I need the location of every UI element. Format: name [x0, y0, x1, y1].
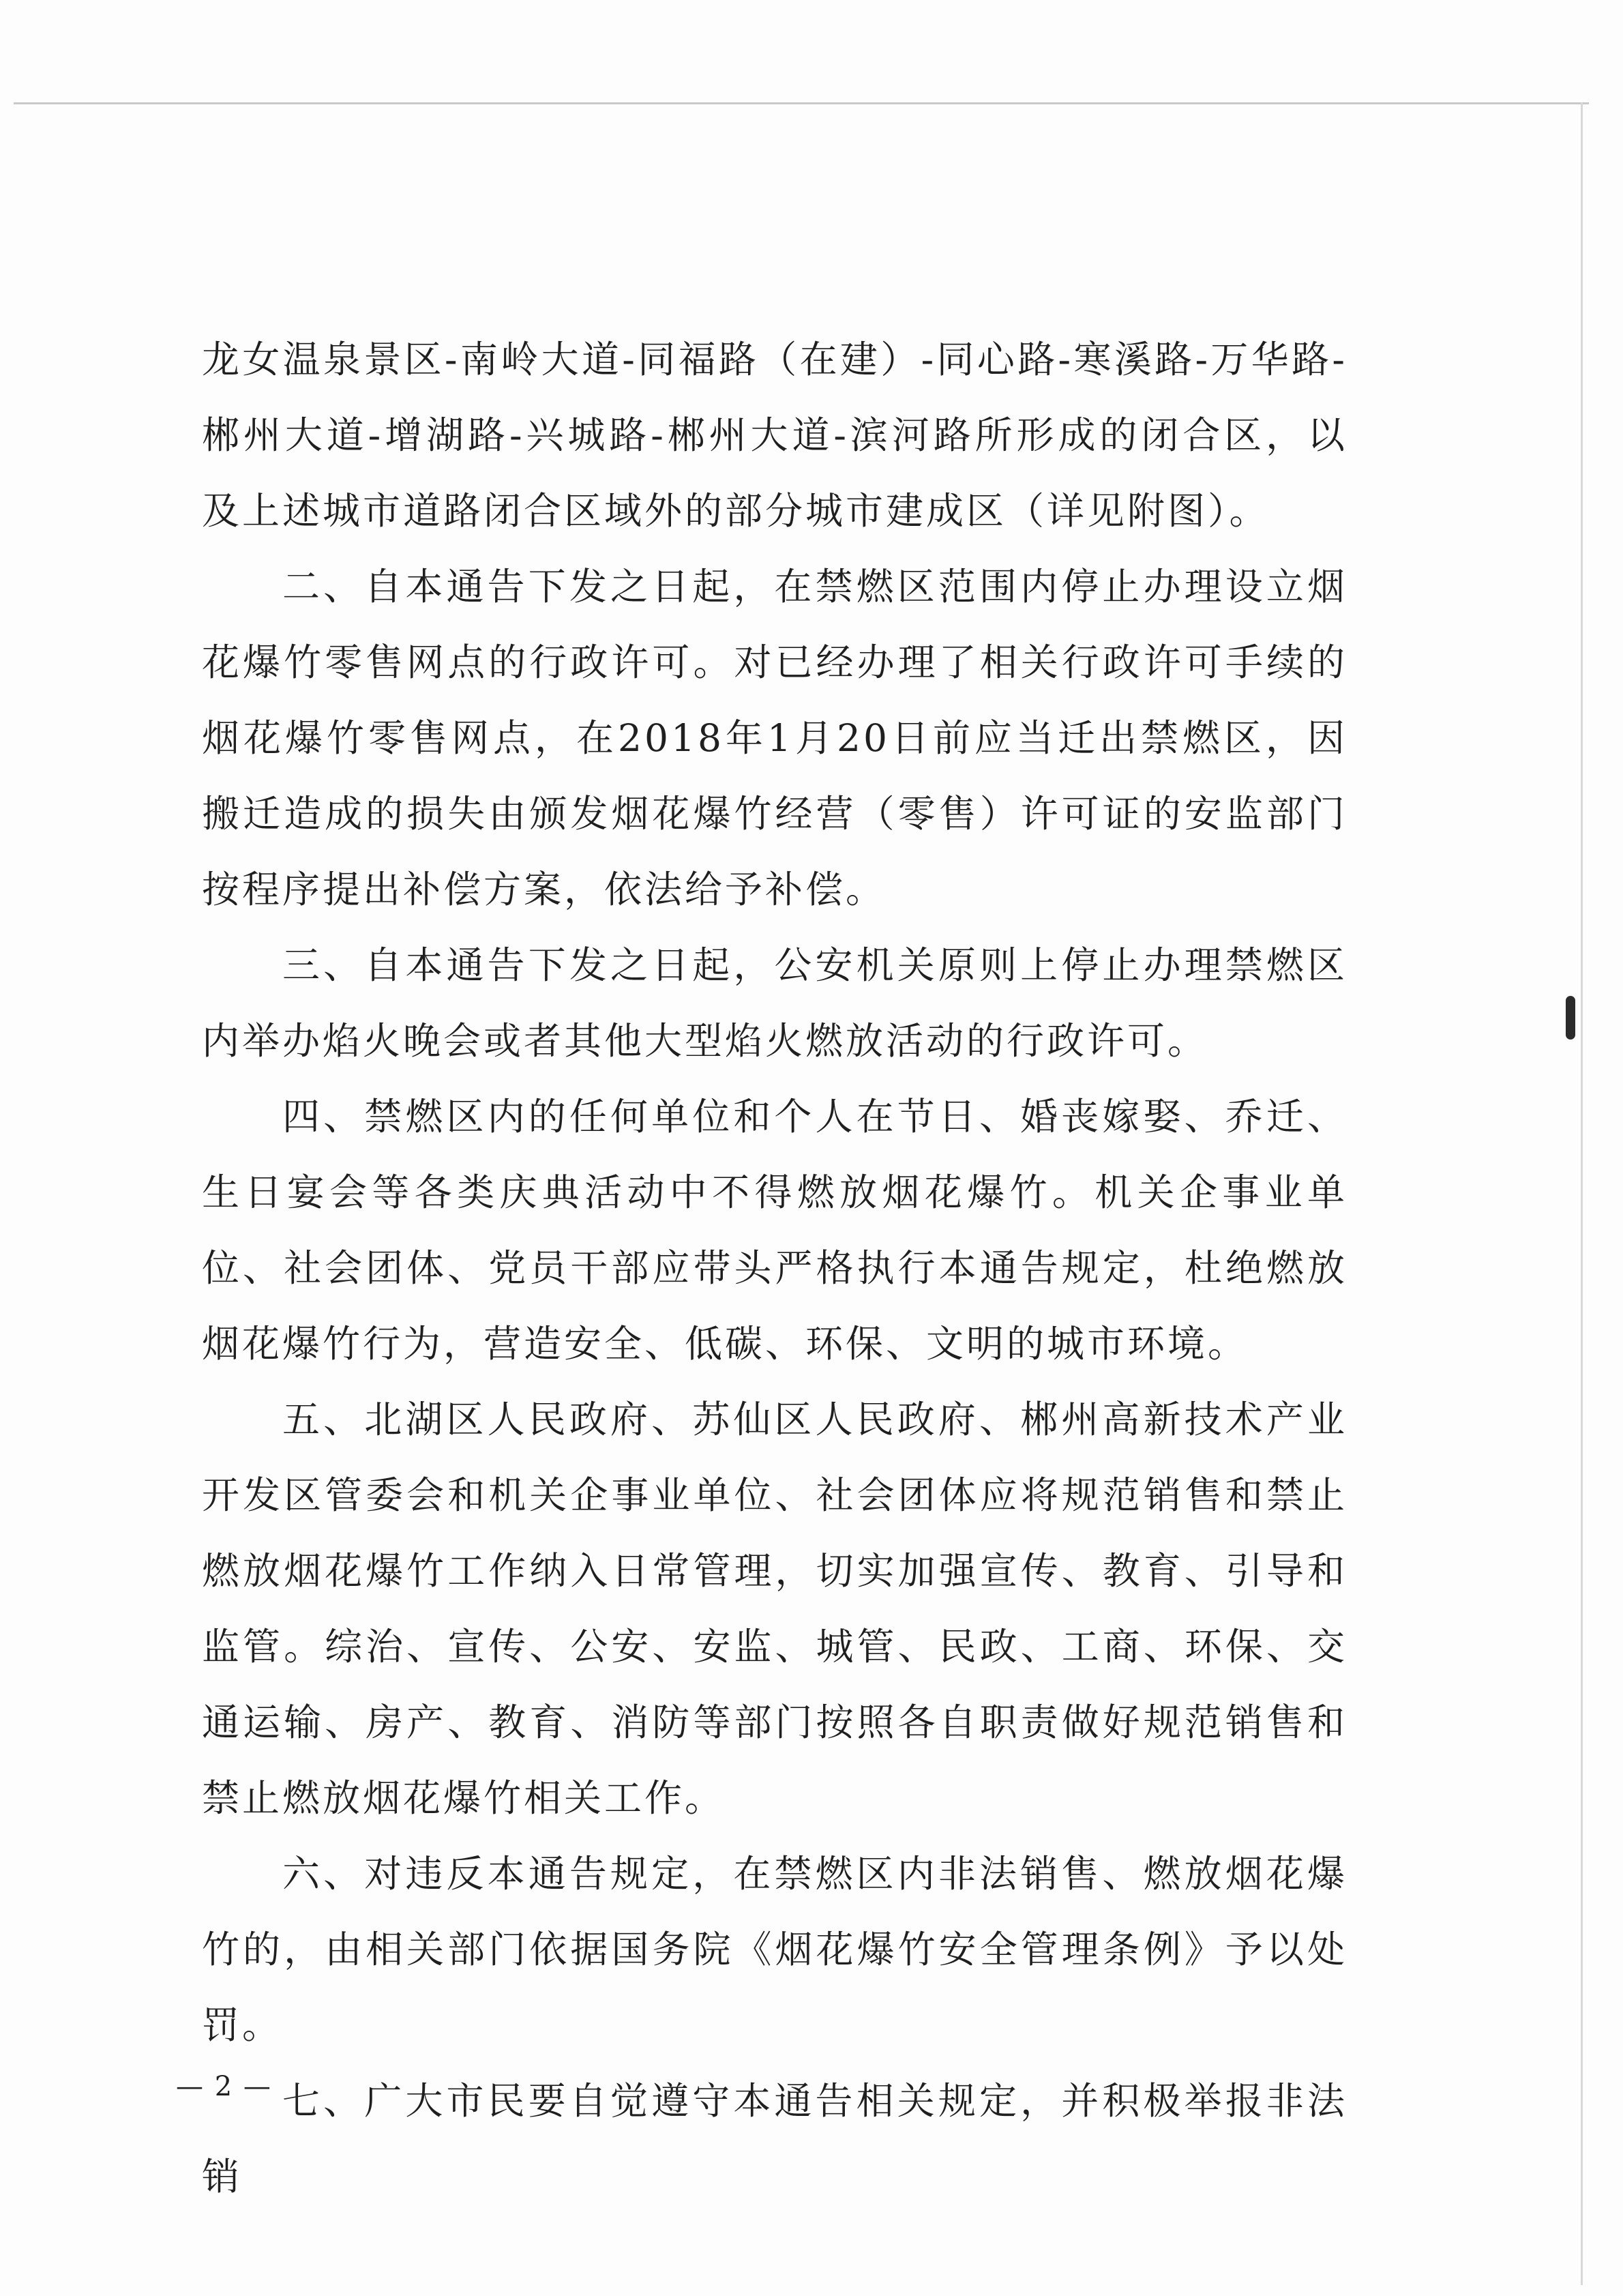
scan-right-edge [1581, 102, 1583, 2285]
paragraph-item-6: 六、对违反本通告规定，在禁燃区内非法销售、燃放烟花爆竹的，由相关部门依据国务院《烟花爆竹安全管理条例》予以处罚。 [202, 1852, 1347, 2047]
scan-mark [1566, 996, 1575, 1040]
paragraph-item-3: 三、自本通告下发之日起，公安机关原则上停止办理禁燃区内举办焰火晚会或者其他大型焰火燃放活动的行政许可。 [202, 943, 1347, 1063]
page-number: — 2 — [176, 2071, 272, 2102]
paragraph-road-boundary: 龙女温泉景区-南岭大道-同福路（在建）-同心路-寒溪路-万华路-郴州大道-增湖路-兴城路-郴州大道-滨河路所形成的闭合区，以及上述城市道路闭合区域外的部分城市建成区（详见附图）。 [202, 338, 1347, 533]
document-body [202, 322, 1347, 2215]
paragraph-item-2: 二、自本通告下发之日起，在禁燃区范围内停止办理设立烟花爆竹零售网点的行政许可。对已经办理了相关行政许可手续的烟花爆竹零售网点，在2018年1月20日前应当迁出禁燃区，因搬迁造成的损失由颁发烟花爆竹经营（零售）许可证的安监部门按程序提出补偿方案，依法给予补偿。 [202, 565, 1347, 911]
paragraph-item-5: 五、北湖区人民政府、苏仙区人民政府、郴州高新技术产业开发区管委会和机关企事业单位、社会团体应将规范销售和禁止燃放烟花爆竹工作纳入日常管理，切实加强宣传、教育、引导和监管。综治、宣传、公安、安监、城管、民政、工商、环保、交通运输、房产、教育、消防等部门按照各自职责做好规范销售和禁止燃放烟花爆竹相关工作。 [202, 1398, 1347, 1820]
paragraph-item-7: 七、广大市民要自觉遵守本通告相关规定，并积极举报非法销 [202, 2079, 1347, 2198]
paragraph-item-4: 四、禁燃区内的任何单位和个人在节日、婚丧嫁娶、乔迁、生日宴会等各类庆典活动中不得燃放烟花爆竹。机关企事业单位、社会团体、党员干部应带头严格执行本通告规定，杜绝燃放烟花爆竹行为，营造安全、低碳、环保、文明的城市环境。 [202, 1095, 1347, 1366]
scan-top-edge [14, 102, 1589, 104]
